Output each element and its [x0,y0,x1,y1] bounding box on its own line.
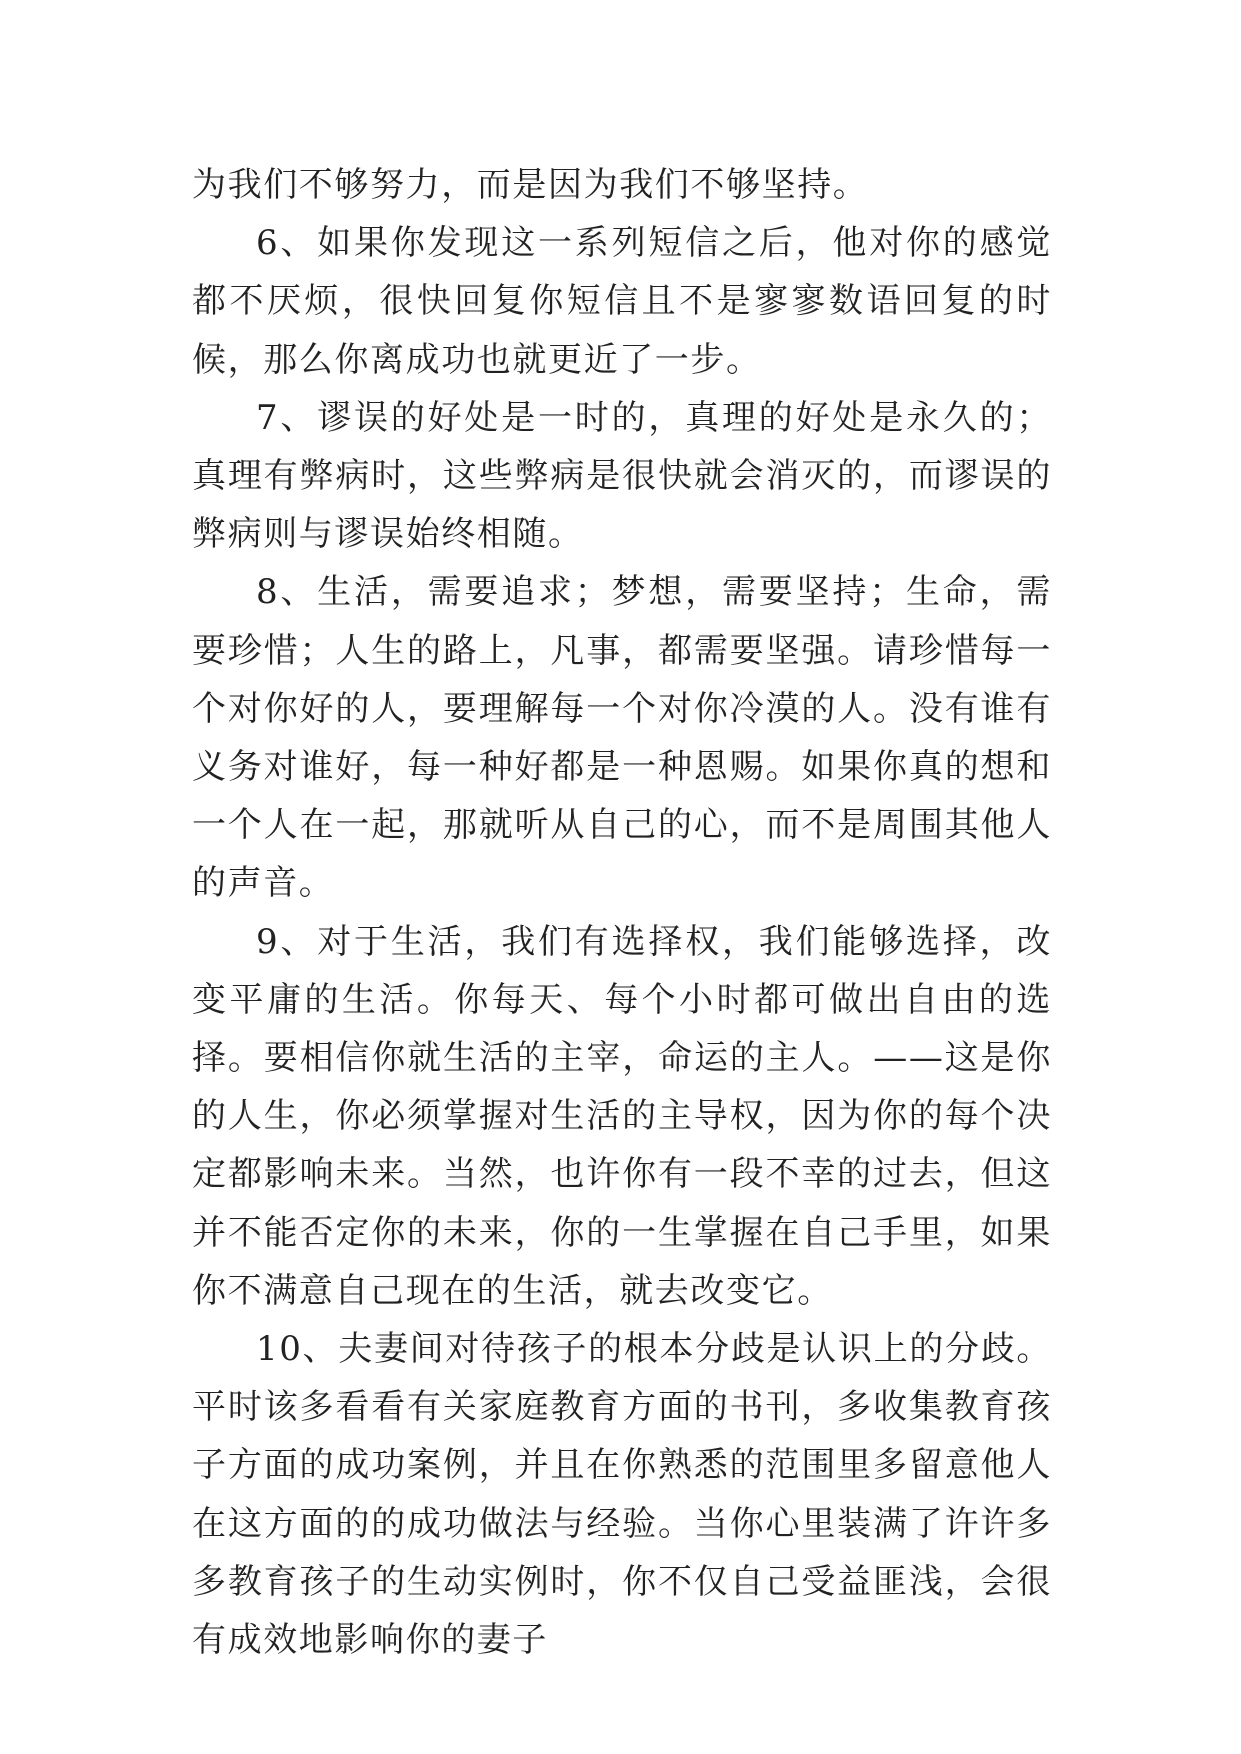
paragraph-10: 10、夫妻间对待孩子的根本分歧是认识上的分歧。平时该多看看有关家庭教育方面的书刊，多收集教育孩子方面的成功案例，并且在你熟悉的范围里多留意他人在这方面的的成功做法与经验。当你心里装满了许许多多教育孩子的生动实例时，你不仅自己受益匪浅，会很有成效地影响你的妻子 [192,1329,1052,1661]
document-body [192,156,1052,1669]
paragraph-9: 9、对于生活，我们有选择权，我们能够选择，改变平庸的生活。你每天、每个小时都可做出自由的选择。要相信你就生活的主宰，命运的主人。——这是你的人生，你必须掌握对生活的主导权，因为你的每个决定都影响未来。当然，也许你有一段不幸的过去，但这并不能否定你的未来，你的一生掌握在自己手里，如果你不满意自己现在的生活，就去改变它。 [192,921,1052,1311]
paragraph-continuation: 为我们不够努力，而是因为我们不够坚持。 [192,165,869,205]
paragraph-8: 8、生活，需要追求；梦想，需要坚持；生命，需要珍惜；人生的路上，凡事，都需要坚强。请珍惜每一个对你好的人，要理解每一个对你冷漠的人。没有谁有义务对谁好，每一种好都是一种恩赐。如果你真的想和一个人在一起，那就听从自己的心，而不是周围其他人的声音。 [192,572,1052,904]
paragraph-6: 6、如果你发现这一系列短信之后，他对你的感觉都不厌烦，很快回复你短信且不是寥寥数语回复的时候，那么你离成功也就更近了一步。 [192,223,1052,380]
paragraph-7: 7、谬误的好处是一时的，真理的好处是永久的；真理有弊病时，这些弊病是很快就会消灭的，而谬误的弊病则与谬误始终相随。 [192,397,1052,555]
